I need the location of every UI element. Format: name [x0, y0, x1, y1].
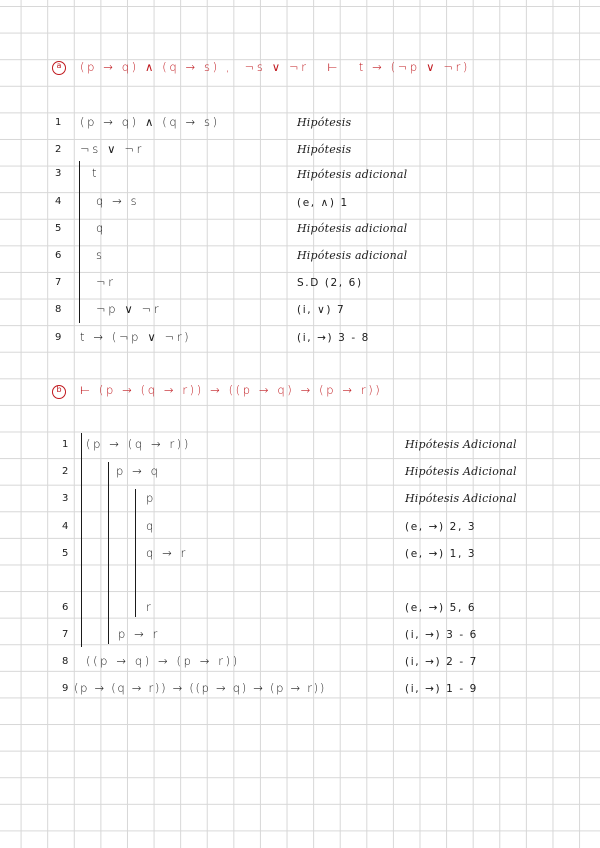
formula: (p → (q → r)) → ((p → q) → (p → r)) [74, 681, 327, 695]
formula: q [96, 221, 106, 235]
justification: Hipótesis adicional [297, 222, 408, 235]
line-number: 5 [55, 223, 62, 234]
formula: p [146, 491, 156, 505]
line-number: 7 [62, 629, 69, 640]
line-number: 9 [62, 683, 69, 694]
exercise-b-header: ⊢ (p → (q → r)) → ((p → q) → (p → r)) [80, 383, 383, 397]
justification: Hipótesis Adicional [405, 492, 517, 505]
subproof-bar-outer [81, 433, 82, 647]
formula: ¬r [96, 275, 116, 289]
justification: (e, →) 2, 3 [405, 521, 477, 533]
exercise-a-marker: a [52, 61, 66, 75]
line-number: 6 [62, 602, 69, 613]
line-number: 1 [55, 117, 62, 128]
formula: p → q [116, 464, 161, 478]
line-number: 4 [62, 521, 69, 532]
justification: (e, →) 5, 6 [405, 602, 477, 614]
justification: Hipótesis adicional [297, 168, 408, 181]
line-number: 3 [62, 493, 69, 504]
subproof-bar-middle [108, 462, 109, 644]
justification: Hipótesis Adicional [405, 438, 517, 451]
justification: Hipótesis [297, 116, 352, 129]
exercise-b-marker: b [52, 385, 66, 399]
line-number: 2 [55, 144, 62, 155]
exercise-a-header: (p → q) ∧ (q → s) , ¬s ∨ ¬r ⊢ t → (¬p ∨ ¬r) [80, 60, 471, 74]
formula: q → s [96, 194, 140, 208]
justification: Hipótesis [297, 143, 352, 156]
line-number: 5 [62, 548, 69, 559]
formula: q [146, 519, 156, 533]
formula: ¬p ∨ ¬r [96, 302, 162, 316]
line-number: 7 [55, 277, 62, 288]
formula: (p → (q → r)) [86, 437, 191, 451]
justification: Hipótesis adicional [297, 249, 408, 262]
formula: p → r [118, 627, 160, 641]
line-number: 4 [55, 196, 62, 207]
justification: (e, ∧) 1 [297, 197, 349, 209]
justification: (i, →) 2 - 7 [405, 656, 478, 668]
formula: s [96, 248, 105, 262]
justification: (i, ∨) 7 [297, 304, 346, 316]
line-number: 9 [55, 332, 62, 343]
line-number: 2 [62, 466, 69, 477]
formula: (p → q) ∧ (q → s) [80, 115, 220, 129]
formula: t → (¬p ∨ ¬r) [80, 330, 192, 344]
justification: (i, →) 3 - 6 [405, 629, 478, 641]
justification: Hipótesis Adicional [405, 465, 517, 478]
justification: (i, →) 1 - 9 [405, 683, 478, 695]
subproof-bar-a [79, 161, 80, 323]
formula: ¬s ∨ ¬r [80, 142, 144, 156]
line-number: 1 [62, 439, 69, 450]
formula: ((p → q) → (p → r)) [86, 654, 240, 668]
line-number: 3 [55, 168, 62, 179]
line-number: 6 [55, 250, 62, 261]
line-number: 8 [55, 304, 62, 315]
justification: S.D (2, 6) [297, 277, 363, 289]
justification: (e, →) 1, 3 [405, 548, 477, 560]
formula: q → r [146, 546, 188, 560]
subproof-bar-inner [135, 489, 136, 617]
formula: t [92, 166, 100, 180]
line-number: 8 [62, 656, 69, 667]
formula: r [146, 600, 154, 614]
justification: (i, →) 3 - 8 [297, 332, 370, 344]
